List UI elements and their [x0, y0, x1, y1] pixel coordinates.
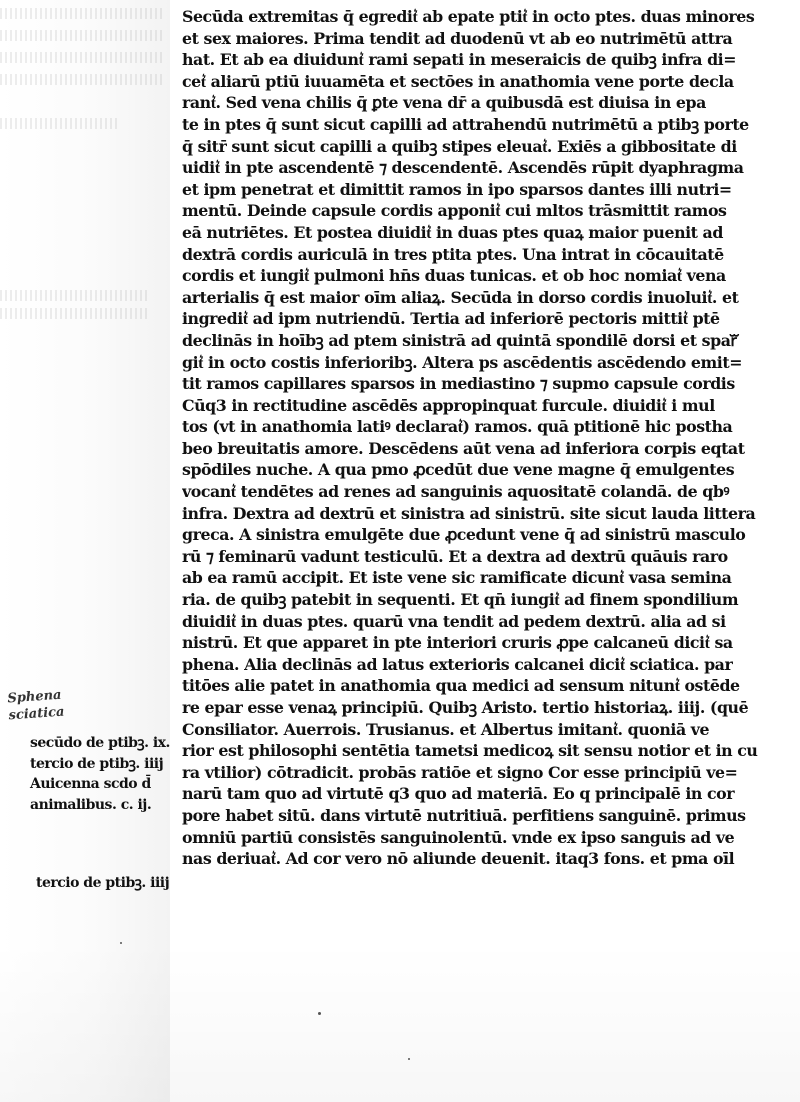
margin-note: secūdo de ptibꝫ. ix.: [30, 735, 170, 751]
text-line: et ipm penetrat et dimittit ramos in ipo sparsos dantes illi nutri=: [182, 179, 732, 199]
text-line: vocant͛ tendētes ad renes ad sanguinis aquositatē colandā. de qbꝰ: [182, 482, 730, 502]
text-line: mentū. Deinde capsule cordis apponit͛ cui mltos trāsmittit ramos: [182, 201, 727, 221]
text-line: cordis et iungit͛ pulmoni hn̄s duas tunicas. et ob hoc nomiat͛ vena: [182, 266, 726, 286]
text-line: ra vtilior) cōtradicit. probās ratiōe et signo Cor esse principiū ve=: [182, 762, 738, 782]
text-line: te in ptes q̄ sunt sicut capilli ad attrahendū nutrimētū a ptibꝫ porte: [182, 114, 749, 134]
text-line: dextrā cordis auriculā in tres ptita ptes. Una intrat in cōcauitatē: [182, 244, 724, 264]
text-line: arterialis q̄ est maior oīm aliaꝝ. Secūda in dorso cordis inuoluit͛. et: [182, 287, 739, 307]
text-line: rant͛. Sed vena chilis q̄ ꝑte vena dr̄ a quibusdā est diuisa in epa: [182, 93, 706, 113]
show-through-text: [0, 8, 165, 19]
text-line: eā nutriētes. Et postea diuidit͛ in duas ptes quaꝝ maior puenit ad: [182, 222, 723, 242]
text-line: nas deriuat͛. Ad cor vero nō aliunde deuenit. itaq3 fons. et pma oīl: [182, 849, 735, 869]
text-line: cet͛ aliarū ptiū iuuamēta et sectōes in anathomia vene porte decla: [182, 71, 734, 91]
text-line: beo breuitatis amore. Descēdens aūt vena ad inferiora corpis eqtat: [182, 438, 745, 458]
text-line: narū tam quo ad virtutē q3 quo ad materiā. Eo q principalē in cor: [182, 784, 735, 804]
margin-note: animalibus. c. ij.: [30, 796, 152, 813]
margin-note: tercio de ptibꝫ. iiij: [30, 755, 164, 772]
text-line: phena. Alia declinās ad latus exterioris calcanei dicit͛ sciatica. par: [182, 654, 733, 674]
margin-note-lower: tercio de ptibꝫ. iiij: [36, 875, 170, 891]
text-line: ingredit͛ ad ipm nutriendū. Tertia ad inferiorē pectoris mittit͛ ptē: [182, 309, 720, 329]
handwritten-note: sciatica: [8, 704, 65, 724]
show-through-text: [0, 308, 150, 319]
text-line: greca. A sinistra emulgēte due ꝓcedunt vene q̄ ad sinistrū masculo: [182, 525, 746, 545]
text-line: rū ⁊ feminarū vadunt testiculū. Et a dextra ad dextrū quāuis raro: [182, 546, 728, 566]
text-line: omniū partiū consistēs sanguinolentū. vnde ex ipso sanguis ad ve: [182, 827, 735, 847]
text-line: ria. de quibꝫ patebit in sequenti. Et qn̄ iungit͛ ad finem spondilium: [182, 590, 739, 610]
text-line: hat. Et ab ea diuidunt͛ rami sepati in meseraicis de quibꝫ infra di=: [182, 50, 737, 70]
left-margin: [0, 0, 170, 1102]
margin-note: Auicenna scdo d̄: [30, 776, 151, 793]
handwritten-annotation: [7, 686, 79, 725]
text-line: Consiliator. Auerrois. Trusianus. et Albertus imitant͛. quoniā ve: [182, 719, 710, 739]
text-line: tos (vt in anathomia latiꝰ declarat͛) ramos. quā ptitionē hic postha: [182, 417, 733, 437]
handwritten-note: Sphena: [6, 687, 62, 707]
show-through-text: [0, 290, 150, 301]
main-text-column: [182, 6, 794, 870]
text-line: re epar esse venaꝝ principiū. Quibꝫ Aristo. tertio historiaꝝ. iiij. (quē: [182, 698, 749, 717]
text-line: tit ramos capillares sparsos in mediastino ⁊ supmo capsule cordis: [182, 374, 735, 394]
text-line: uidit͛ in pte ascendentē ⁊ descendentē. Ascendēs rūpit dyaphragma: [182, 158, 744, 178]
text-line: pore habet sitū. dans virtutē nutritiuā. perfitiens sanguinē. primus: [182, 805, 746, 825]
text-line: declinās in hoībꝫ ad ptem sinistrā ad quintā spondilē dorsi et sparᷓ: [182, 330, 737, 350]
text-line: diuidit͛ in duas ptes. quarū vna tendit ad pedem dextrū. alia ad si: [182, 611, 726, 631]
text-line: nistrū. Et que apparet in pte interiori cruris ꝓpe calcaneū dicit͛ sa: [182, 633, 733, 653]
text-line: spōdiles nuche. A qua pmo ꝓcedūt due vene magne q̄ emulgentes: [182, 460, 735, 480]
text-line: git͛ in octo costis inferioribꝫ. Altera ps ascēdentis ascēdendo emit=: [182, 352, 742, 372]
text-line: titōes alie patet in anathomia qua medici ad sensum nitunt͛ ostēde: [182, 676, 740, 696]
show-through-text: [0, 118, 120, 129]
margin-notes: [30, 733, 178, 815]
text-line: et sex maiores. Prima tendit ad duodenū vt ab eo nutrimētū attra: [182, 28, 733, 48]
show-through-text: [0, 74, 165, 85]
text-line: infra. Dextra ad dextrū et sinistra ad sinistrū. site sicut lauda littera: [182, 503, 756, 523]
text-line: q̄ sitr̄ sunt sicut capilli a quibꝫ stipes eleuat͛. Exiēs a gibbositate di: [182, 136, 737, 156]
text-line: rior est philosophi sentētia tametsi medicoꝝ sit sensu notior et in cu: [182, 741, 758, 761]
text-line: Secūda extremitas q̄ egredit͛ ab epate ptit͛ in octo ptes. duas minores: [182, 7, 755, 26]
text-line: Cūq3 in rectitudine ascēdēs appropinquat furcule. diuidit͛ i mul: [182, 395, 715, 415]
page-shading: [0, 942, 800, 1102]
show-through-text: [0, 30, 165, 41]
text-line: ab ea ramū accipit. Et iste vene sic ramificate dicunt͛ vasa semina: [182, 568, 732, 588]
show-through-text: [0, 52, 165, 63]
